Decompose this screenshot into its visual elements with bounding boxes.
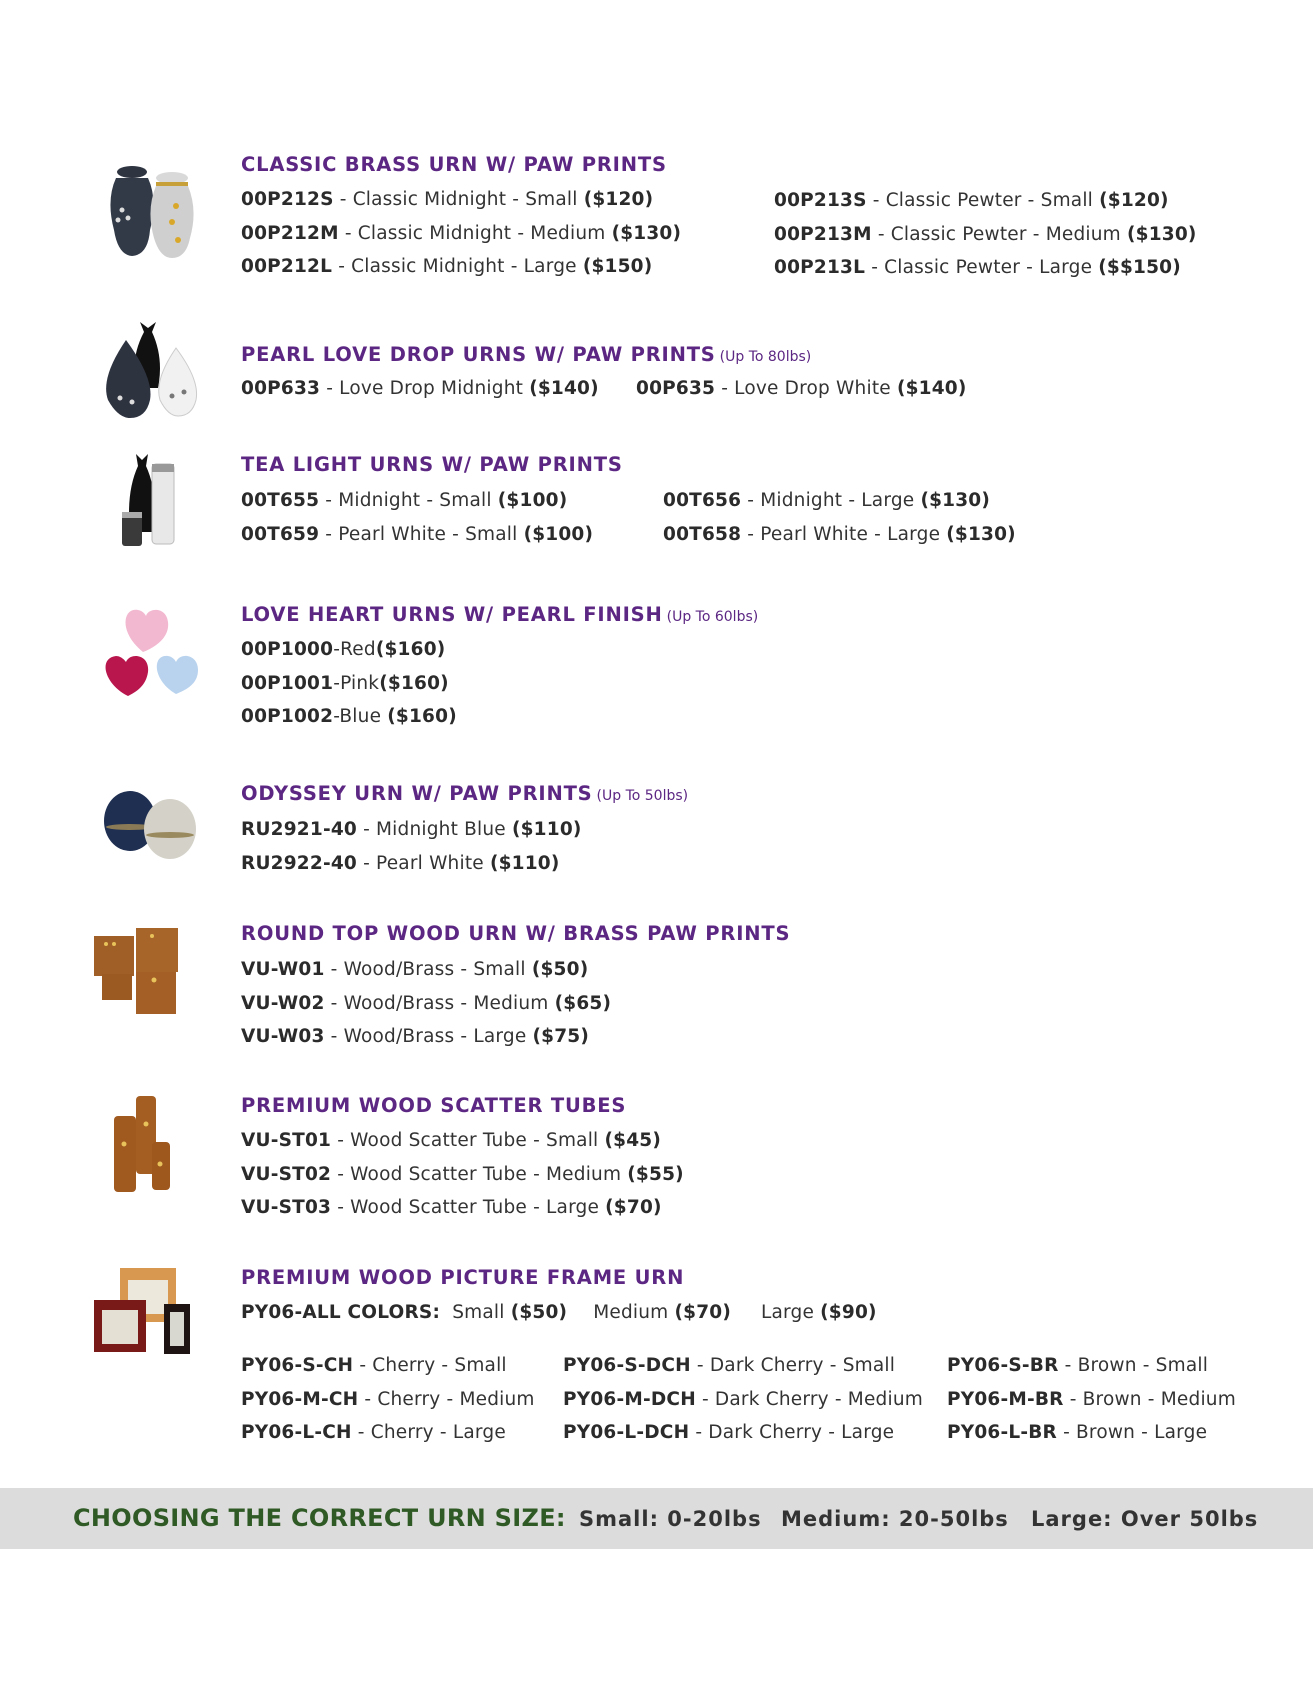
description: -Red — [333, 639, 376, 660]
sku: 00T659 — [241, 523, 320, 545]
price: ($100) — [497, 490, 568, 511]
product-line — [241, 1158, 684, 1192]
price: ($100) — [523, 523, 594, 545]
price: ($120) — [583, 189, 654, 210]
price: ($45) — [604, 1130, 662, 1151]
sku: PY06-L-CH — [241, 1422, 352, 1443]
round-top-wood-list — [241, 953, 611, 1054]
sku: PY06-S-BR — [947, 1355, 1059, 1376]
sku: 00P212M — [241, 222, 339, 244]
product-line — [241, 372, 599, 406]
product-line — [241, 1020, 611, 1054]
section-heading: PREMIUM WOOD SCATTER TUBES — [241, 1094, 627, 1117]
odyssey-content — [241, 782, 688, 808]
sku: VU-W02 — [241, 992, 325, 1014]
description: - Wood/Brass - Large — [324, 1026, 533, 1047]
section-heading: ROUND TOP WOOD URN W/ BRASS PAW PRINTS — [241, 922, 791, 945]
size-large: Large: Over 50lbs — [1031, 1507, 1259, 1531]
price: ($110) — [489, 852, 560, 874]
description: - Classic Pewter - Large — [865, 257, 1099, 278]
sku: PY06-L-DCH — [563, 1422, 690, 1443]
size-medium: Medium — [593, 1302, 675, 1323]
product-line — [241, 667, 457, 701]
sku: 00P213S — [774, 190, 867, 211]
sku: 00P213L — [774, 257, 866, 278]
sku: 00T655 — [241, 490, 320, 511]
description: -Pink — [333, 672, 380, 694]
description: - Classic Midnight - Small — [333, 189, 584, 210]
sku: RU2921-40 — [241, 819, 357, 840]
description: - Dark Cherry - Small — [690, 1355, 896, 1376]
description: - Wood Scatter Tube - Small — [331, 1130, 605, 1151]
all-colors-label: PY06-ALL COLORS: — [241, 1302, 441, 1323]
section-heading: ODYSSEY URN W/ PAW PRINTS (Up To 50lbs) — [241, 782, 689, 805]
urn-size-guide-banner — [0, 1488, 1313, 1549]
price-large: ($90) — [820, 1302, 877, 1323]
product-line — [774, 184, 1197, 218]
sku: 00P212S — [241, 189, 334, 210]
description: - Dark Cherry - Large — [689, 1422, 895, 1443]
price: ($110) — [511, 819, 582, 840]
sku: VU-ST03 — [241, 1197, 332, 1218]
description: - Classic Pewter - Medium — [871, 223, 1127, 245]
love-drop-white — [636, 372, 967, 406]
sku: 00P1001 — [241, 672, 334, 694]
sku: VU-W01 — [241, 959, 325, 980]
sku: PY06-S-CH — [241, 1355, 354, 1376]
size-small: Small — [452, 1302, 511, 1323]
sku: 00T658 — [663, 523, 742, 545]
section-heading: CLASSIC BRASS URN W/ PAW PRINTS — [241, 153, 667, 176]
price: ($160) — [387, 706, 457, 727]
product-line — [241, 217, 681, 251]
description: - Classic Midnight - Medium — [338, 222, 612, 244]
tea-light-large-list — [663, 484, 1016, 551]
description: - Wood/Brass - Medium — [324, 992, 555, 1014]
odyssey-urns-image — [88, 781, 208, 881]
product-line — [947, 1349, 1236, 1383]
description: - Wood/Brass - Small — [324, 959, 532, 980]
love-drop-urns-image — [88, 318, 208, 418]
product-line — [241, 987, 611, 1021]
odyssey-list — [241, 813, 582, 880]
price: ($130) — [611, 222, 682, 244]
round-top-wood-content — [241, 922, 790, 946]
description: -Blue — [333, 706, 388, 727]
product-line — [241, 1383, 535, 1417]
product-line — [947, 1383, 1236, 1417]
banner-title: CHOOSING THE CORRECT URN SIZE: — [73, 1504, 566, 1532]
price: ($50) — [531, 959, 589, 980]
price: ($65) — [554, 992, 612, 1014]
description: - Pearl White - Large — [741, 523, 947, 545]
product-line — [241, 1124, 684, 1158]
sku: 00P633 — [241, 378, 321, 399]
product-line — [563, 1383, 923, 1417]
product-line — [663, 518, 1016, 552]
size-small: Small: 0-20lbs — [579, 1507, 762, 1531]
section-heading: LOVE HEART URNS W/ PEARL FINISH (Up To 60lbs) — [241, 603, 759, 626]
love-drop-midnight — [241, 372, 599, 406]
sku: 00P1002 — [241, 706, 334, 727]
description: - Classic Midnight - Large — [332, 256, 583, 277]
price: ($130) — [1126, 223, 1197, 245]
product-line — [774, 218, 1197, 252]
love-heart-urns-image — [88, 602, 208, 702]
description: - Classic Pewter - Small — [866, 190, 1100, 211]
product-line — [241, 1191, 684, 1225]
description: - Midnight - Large — [741, 490, 921, 511]
price: ($150) — [582, 256, 653, 277]
description: - Cherry - Small — [353, 1355, 507, 1376]
product-line — [947, 1416, 1236, 1450]
sku: PY06-L-BR — [947, 1422, 1057, 1443]
description: - Love Drop White — [715, 378, 897, 399]
wood-scatter-tubes-image — [88, 1094, 208, 1194]
product-line — [241, 813, 582, 847]
round-top-wood-urns-image — [88, 922, 208, 1022]
description: - Brown - Large — [1057, 1422, 1208, 1443]
product-line — [241, 953, 611, 987]
product-line — [241, 518, 593, 552]
product-line — [241, 250, 681, 284]
size-large: Large — [761, 1302, 821, 1323]
description: - Wood Scatter Tube - Large — [331, 1197, 606, 1218]
price: ($55) — [627, 1163, 684, 1185]
picture-frame-brown-col — [947, 1349, 1236, 1450]
price-small: ($50) — [510, 1302, 568, 1323]
product-line — [563, 1416, 923, 1450]
price: ($140) — [529, 378, 599, 399]
description: - Midnight Blue — [356, 819, 512, 840]
classic-brass-urn-image — [88, 160, 208, 260]
product-line — [241, 1349, 535, 1383]
scatter-tubes-content — [241, 1094, 626, 1118]
price: ($160) — [379, 672, 449, 694]
picture-frame-content — [241, 1266, 684, 1290]
description: - Dark Cherry - Medium — [695, 1388, 923, 1410]
sku: VU-W03 — [241, 1026, 325, 1047]
description: - Pearl White — [356, 852, 490, 874]
sku: 00T656 — [663, 490, 742, 511]
love-heart-list — [241, 633, 457, 734]
classic-midnight-list — [241, 183, 681, 284]
sku: PY06-S-DCH — [563, 1355, 691, 1376]
picture-frame-urns-image — [88, 1264, 208, 1364]
price: ($130) — [946, 523, 1016, 545]
product-line — [563, 1349, 923, 1383]
weight-note: (Up To 80lbs) — [719, 349, 812, 365]
description: - Brown - Small — [1058, 1355, 1209, 1376]
product-line — [241, 1416, 535, 1450]
sku: PY06-M-DCH — [563, 1388, 696, 1410]
description: - Brown - Medium — [1063, 1388, 1236, 1410]
price: ($120) — [1099, 190, 1169, 211]
love-heart-content — [241, 603, 758, 629]
sku: 00P212L — [241, 256, 333, 277]
size-medium: Medium: 20-50lbs — [781, 1507, 1009, 1531]
weight-note: (Up To 60lbs) — [666, 609, 759, 625]
description: - Midnight - Small — [319, 490, 498, 511]
product-line — [241, 183, 681, 217]
product-line — [241, 484, 593, 518]
product-line — [774, 251, 1197, 285]
section-heading: PEARL LOVE DROP URNS W/ PAW PRINTS (Up To 80lbs) — [241, 343, 812, 366]
description: - Cherry - Medium — [358, 1388, 535, 1410]
sku: 00P213M — [774, 223, 872, 245]
tea-light-urns-image — [88, 452, 208, 552]
sku: RU2922-40 — [241, 852, 357, 874]
all-colors-line — [241, 1296, 877, 1330]
classic-brass-content — [241, 153, 667, 177]
all-colors-pricing — [241, 1296, 877, 1330]
tea-light-small-list — [241, 484, 593, 551]
picture-frame-dark-cherry-col — [563, 1349, 923, 1450]
price: ($$150) — [1098, 257, 1181, 278]
product-line — [241, 847, 582, 881]
classic-pewter-list — [774, 184, 1197, 285]
price: ($75) — [532, 1026, 590, 1047]
price: ($160) — [375, 639, 446, 660]
sku: 00P1000 — [241, 639, 334, 660]
scatter-tubes-list — [241, 1124, 684, 1225]
sku: PY06-M-BR — [947, 1388, 1064, 1410]
sku: VU-ST02 — [241, 1163, 332, 1185]
product-line — [663, 484, 1016, 518]
description: - Pearl White - Small — [319, 523, 524, 545]
price-medium: ($70) — [674, 1302, 732, 1323]
sku: PY06-M-CH — [241, 1388, 359, 1410]
product-line — [636, 372, 967, 406]
price: ($140) — [896, 378, 967, 399]
description: - Wood Scatter Tube - Medium — [331, 1163, 628, 1185]
love-drop-content — [241, 343, 811, 369]
section-heading: TEA LIGHT URNS W/ PAW PRINTS — [241, 453, 623, 476]
tea-light-content — [241, 453, 623, 477]
product-line — [241, 700, 457, 734]
weight-note: (Up To 50lbs) — [596, 788, 689, 804]
picture-frame-cherry-col — [241, 1349, 535, 1450]
sku: VU-ST01 — [241, 1130, 332, 1151]
product-line — [241, 633, 457, 667]
price: ($70) — [605, 1197, 662, 1218]
sku: 00P635 — [636, 378, 716, 399]
price: ($130) — [920, 490, 991, 511]
section-heading: PREMIUM WOOD PICTURE FRAME URN — [241, 1266, 685, 1289]
description: - Cherry - Large — [351, 1422, 506, 1443]
description: - Love Drop Midnight — [320, 378, 530, 399]
